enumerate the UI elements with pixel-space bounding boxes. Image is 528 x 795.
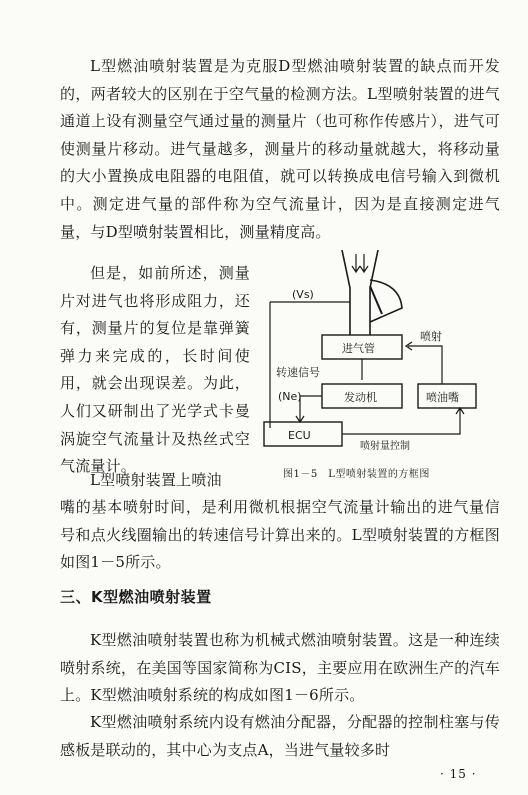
ne-label: (Ne) (278, 390, 302, 403)
injection-label: 喷射 (420, 330, 442, 343)
airflow-arrow-icon (352, 254, 360, 272)
page-number: · 15 · (440, 767, 477, 781)
intake-manifold-label: 进气管 (342, 342, 375, 355)
airflow-arrow-icon (360, 254, 368, 272)
injection-control-line (342, 408, 460, 434)
injection-arrow (406, 342, 442, 384)
paragraph-k-type-distributor: K型燃油喷射系统内设有燃油分配器，分配器的控制柱塞与传感板是联动的，其中心为支点A，当进气量较多时 (60, 713, 500, 759)
paragraph-basic-injection-time-start: L型喷射装置上喷油 (90, 471, 222, 489)
paragraph-measuring-plate-drawback: 但是，如前所述，测量片对进气也将形成阻力，还有，测量片的复位是靠弹簧弹力来完成的，长时间使用，就会出现误差。为此，人们又研制出了光学式卡曼涡旋空气流量计及热丝式空气流量计。 (60, 264, 250, 476)
ecu-label: ECU (288, 429, 311, 442)
section-heading-k-type: 三、K型燃油喷射装置 (60, 588, 212, 606)
intake-wall-left (342, 250, 350, 335)
paragraph-k-type-intro: K型燃油喷射装置也称为机械式燃油喷射装置。这是一种连续喷射系统，在美国等国家简称为CIS，主要应用在欧洲生产的汽车上。K型燃油喷射系统的构成如图1－6所示。 (60, 631, 500, 705)
injection-control-label: 喷射量控制 (360, 441, 410, 452)
paragraph-l-type-intro: L型燃油喷射装置是为克服D型燃油喷射装置的缺点而开发的，两者较大的区别在于空气量的检测方法。L型喷射装置的进气通道上设有测量空气通过量的测量片（也可称作传感片），进气可使测量片移动。进气量越多，测量片的移动量就越大，将移动量的大小置换成电阻器的电阻值，就可以转换成电信号输入到微机中。测定进气量的部件称为空气流量计，因为是直接测定进气量，与D型喷射装置相比，测量精度高。 (60, 57, 500, 241)
injector-label: 喷油嘴 (426, 391, 459, 404)
speed-signal-label: 转速信号 (276, 366, 320, 379)
figure-caption: 图1－5 L型喷射装置的方框图 (283, 469, 430, 480)
air-flow-meter-housing (370, 280, 402, 322)
measuring-plate (370, 286, 382, 314)
vs-label: (Vs) (292, 288, 314, 301)
engine-label: 发动机 (344, 391, 377, 404)
l-type-block-diagram (260, 250, 500, 455)
paragraph-basic-injection-time: 嘴的基本喷射时间，是利用微机根据空气流量计输出的进气量信号和点火线圈输出的转速信号计算出来的。L型喷射装置的方框图如图1－5所示。 (60, 498, 500, 572)
